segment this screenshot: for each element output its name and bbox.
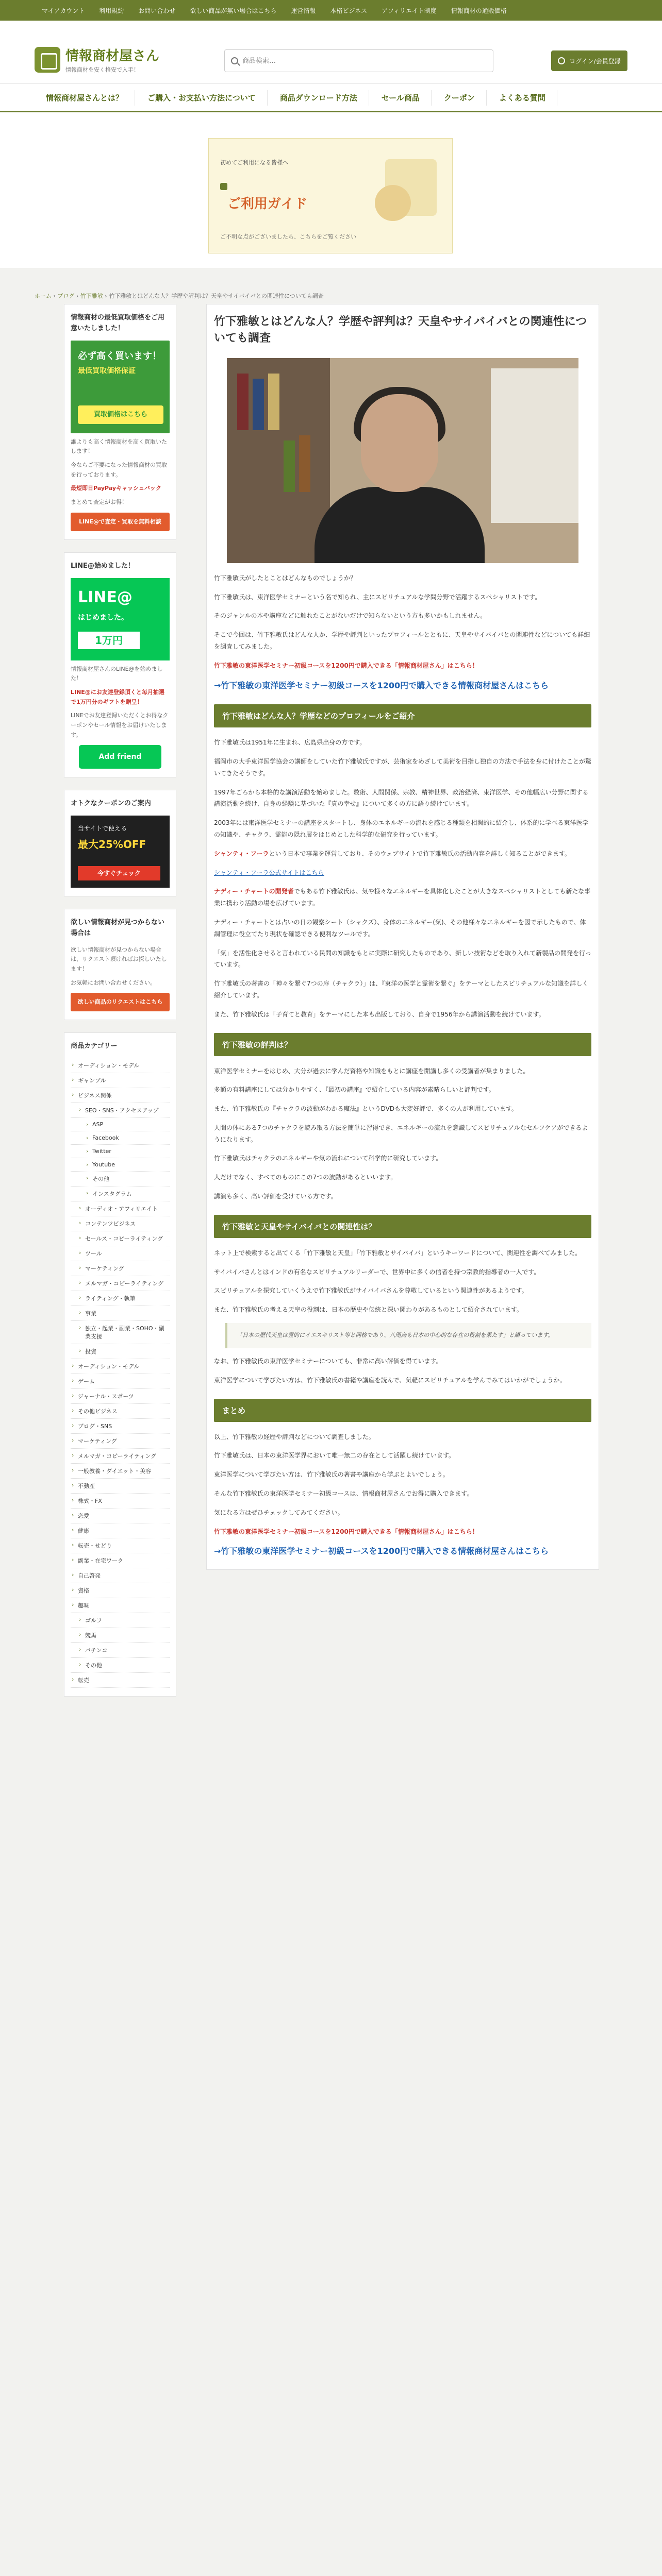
category-item[interactable]: › その他: [71, 1172, 170, 1187]
breadcrumb: ホーム › ブログ › 竹下雅敏 › 竹下雅敏とはどんな人？学歴や評判は？天皇やサイバイバとの関連性についても調査: [35, 293, 324, 299]
coupon-ad-button: 今すぐチェック: [78, 866, 160, 880]
summary-purchase-link[interactable]: 竹下雅敏の東洋医学セミナー初級コースを1200円で購入できる「情報商材屋さん」はこちら！: [214, 1528, 478, 1535]
gnav-sale[interactable]: セール商品: [370, 90, 432, 106]
guide-check-icon: [220, 183, 227, 190]
breadcrumb-current: 竹下雅敏とはどんな人？学歴や評判は？天皇やサイバイバとの関連性についても調査: [109, 293, 324, 299]
profile-p9: 竹下雅敏氏の著書の「神々を繋ぐ7つの扉（チャクラ）」は、『東洋の医学と霊術を繋ぐ』をテーマとしたスピリチュアルな知識を詳しく紹介しています。: [214, 980, 589, 999]
guide-banner-bottom: ご不明な点がございましたら、こちらをご覧ください: [220, 233, 356, 240]
topbar-link-business[interactable]: 本格ビジネス: [330, 7, 367, 14]
topbar-link-request[interactable]: 欲しい商品が無い場合はこちら: [190, 7, 277, 14]
line-widget: [64, 552, 176, 778]
rep-p6: 人だけでなく、すべてのものにこの7つの波動があるといいます。: [214, 1174, 397, 1181]
category-item[interactable]: › 転売: [71, 1673, 170, 1688]
top-utility-bar: [0, 0, 662, 21]
breadcrumb-category[interactable]: 竹下雅敏: [80, 293, 103, 299]
line-widget-title: LINE@始めました！: [71, 562, 135, 570]
buyback-ad-button: 買取価格はこちら: [78, 405, 163, 424]
category-item[interactable]: › 競馬: [71, 1628, 170, 1643]
summary-p4: そんな竹下雅敏氏の東洋医学セミナー初級コースは、情報商材屋さんでお得に購入できます。: [214, 1489, 473, 1497]
search-input[interactable]: [242, 57, 479, 65]
logo-mark-icon: [35, 47, 60, 73]
coupon-widget: [64, 790, 176, 896]
profile-p5: という日本で事業を運営しており、そのウェブサイトで竹下雅敏氏の活動内容を詳しく知ることができます。: [269, 850, 571, 857]
category-item[interactable]: › メルマガ・コピーライティング: [71, 1449, 170, 1464]
user-icon: [558, 57, 565, 64]
category-item[interactable]: › 株式・FX: [71, 1494, 170, 1509]
logo-title: 情報商材屋さん: [65, 48, 160, 64]
category-item[interactable]: › 一般教養・ダイエット・美容: [71, 1464, 170, 1479]
rep-p3: また、竹下雅敏氏の『チャクラの波動がわかる魔法』というDVDも大変好評で、多くの人が利用しています。: [214, 1105, 518, 1113]
gnav-payment[interactable]: ご購入・お支払い方法について: [136, 90, 268, 106]
rep-p7: 講演も多く、高い評価を受けている方です。: [214, 1193, 337, 1200]
category-item[interactable]: › セールス・コピーライティング: [71, 1231, 170, 1246]
line-text1: 情報商材屋さんのLINE@を始めました！: [71, 665, 163, 682]
summary-p2: 竹下雅敏氏は、日本の東洋医学界において唯一無二の存在として活躍し続けています。: [214, 1452, 455, 1460]
gnav-download[interactable]: 商品ダウンロード方法: [269, 90, 369, 106]
profile-p7: ナディー・チャートとは占いの日の観察シート（シャクズ）、身体のエネルギー(気)、その他様々なエネルギーを図で示したもので、体調管理に役立てたり現状を確認できる便利なツールです。: [214, 918, 586, 938]
category-item[interactable]: › 事業: [71, 1306, 170, 1321]
category-item[interactable]: › ゲーム: [71, 1374, 170, 1389]
category-item[interactable]: › 恋愛: [71, 1509, 170, 1523]
profile-p4: 2003年には東洋医学セミナーの講座をスタートし、身体のエネルギーの流れを感じる種類を相関的に紹介し、体系的に学べる東洋医学の知識や、チャクラ、霊能の隠れ層をはじめとした科学的な研究を行っています。: [214, 819, 589, 838]
category-item[interactable]: › ジャーナル・スポーツ: [71, 1389, 170, 1404]
article-hero-image: [227, 358, 578, 563]
category-item[interactable]: › 自己啓発: [71, 1568, 170, 1583]
line-ad-banner[interactable]: [71, 578, 170, 660]
banner-area: [0, 112, 662, 268]
category-item[interactable]: › Facebook: [71, 1131, 170, 1145]
intro-purchase-link[interactable]: 竹下雅敏の東洋医学セミナー初級コースを1200円で購入できる「情報商材屋さん」はこちら！: [214, 662, 478, 669]
buyback-text3: 最短即日PayPayキャッシュバック: [71, 485, 161, 492]
gnav-faq[interactable]: よくある質問: [488, 90, 557, 106]
search-box: [224, 49, 493, 72]
category-item[interactable]: › 健康: [71, 1523, 170, 1538]
guide-banner-title: ご利用ガイド: [227, 196, 308, 212]
category-item[interactable]: › インスタグラム: [71, 1187, 170, 1201]
category-item[interactable]: › マーケティング: [71, 1261, 170, 1276]
category-widget: [64, 1032, 176, 1697]
relation-p4: また、竹下雅敏氏の考える天皇の役割は、日本の歴史や伝統と深い関わりがあるものとして紹介されています。: [214, 1306, 523, 1314]
category-item[interactable]: › オーディション・モデル: [71, 1058, 170, 1073]
heading-reputation: 竹下雅敏の評判は？: [214, 1033, 591, 1056]
gnav-about[interactable]: 情報商材屋さんとは？: [35, 90, 135, 106]
buyback-ad-banner[interactable]: [71, 341, 170, 433]
profile-p10: また、竹下雅敏氏は「子育てと教育」をテーマにした本も出版しており、自身で1956年から講演活動を続けています。: [214, 1010, 545, 1018]
category-item[interactable]: › 投資: [71, 1344, 170, 1359]
category-item[interactable]: › ツール: [71, 1246, 170, 1261]
intro-p3: そのジャンルの本や講座などに触れたことがないだけで知らないという方も多いかもしれません。: [214, 612, 487, 620]
profile-p2: 福岡市の大手東洋医学協会の講師をしていた竹下雅敏氏ですが、芸術家をめざして美術を目指し独自の方法で手法を身に付けたことが驚いてきたそうです。: [214, 757, 592, 777]
request-text1: 欲しい情報商材が見つからない場合は、リクエスト頂ければお探しいたします！: [71, 946, 167, 973]
site-logo[interactable]: [35, 45, 159, 74]
category-item[interactable]: › 転売・せどり: [71, 1538, 170, 1553]
category-item[interactable]: › メルマガ・コピーライティング: [71, 1276, 170, 1291]
logo-subtitle: 情報商材を安く格安で入手！: [65, 66, 139, 73]
guide-decoration-circle: [375, 185, 411, 221]
buyback-line-button[interactable]: LINE@で査定・買取を無料相談: [71, 513, 170, 531]
summary-p1: 以上、竹下雅敏の経歴や評判などについて調査しました。: [214, 1433, 375, 1440]
category-item[interactable]: › マーケティング: [71, 1434, 170, 1449]
category-item[interactable]: › その他ビジネス: [71, 1404, 170, 1419]
category-item[interactable]: › SEO・SNS・アクセスアップ: [71, 1103, 170, 1118]
article-title: 竹下雅敏とはどんな人？学歴や評判は？天皇やサイバイバとの関連性についても調査: [214, 315, 587, 345]
category-item[interactable]: › 不動産: [71, 1479, 170, 1494]
quote-block: 「日本の歴代天皇は霊的にイエスキリスト等と同格であり、八咫烏も日本の中心的な存在の役割を果たす」と語っています。: [225, 1323, 591, 1348]
guide-banner-top: 初めてご利用になる皆様へ: [220, 159, 288, 166]
rep-p4: 人間の体にある7つのチャクラを読み取る方法を簡単に習得でき、エネルギーの流れを意識してスピリチュアルなセルフケアができるようになります。: [214, 1124, 588, 1143]
coupon-widget-title: オトクなクーポンのご案内: [71, 800, 151, 808]
login-label: ログイン/会員登録: [569, 57, 621, 65]
line-text3: LINEでお友達登録いただくとお得なクーポンやセール情報をお届けいたします。: [71, 712, 169, 738]
category-list: [71, 1058, 170, 1688]
cta-purchase-link-bottom[interactable]: →竹下雅敏の東洋医学セミナー初級コースを1200円で購入できる情報商材屋さんはこちら: [214, 1546, 549, 1556]
topbar-link-price[interactable]: 情報商材の通販価格: [451, 7, 507, 14]
category-item[interactable]: › 趣味: [71, 1598, 170, 1613]
intro-p4: そこで今回は、竹下雅敏氏はどんな人か、学歴や評判といったプロフィールとともに、天皇やサイバイバとの関連性などについても詳細を調査してみました。: [214, 631, 590, 650]
category-item[interactable]: › コンテンツビジネス: [71, 1216, 170, 1231]
category-item[interactable]: › 資格: [71, 1583, 170, 1598]
category-item[interactable]: › 副業・在宅ワーク: [71, 1553, 170, 1568]
cta-purchase-link[interactable]: →竹下雅敏の東洋医学セミナー初級コースを1200円で購入できる情報商材屋さんはこちら: [214, 680, 549, 690]
rep-p5: 竹下雅敏氏はチャクラのエネルギーや気の流れについて科学的に研究しています。: [214, 1155, 442, 1162]
rep-p1: 東洋医学セミナーをはじめ、大分が過去に学んだ資格や知識をもとに講座を開講し多くの受講者が集まりました。: [214, 1067, 529, 1075]
category-item[interactable]: › 独立・起業・副業・SOHO・副業支援: [71, 1321, 170, 1344]
category-item[interactable]: › ゴルフ: [71, 1613, 170, 1628]
request-widget-title: 欲しい情報商材が見つからない場合は: [71, 919, 165, 937]
category-item[interactable]: › オーディション・モデル: [71, 1359, 170, 1374]
gnav-coupon[interactable]: クーポン: [433, 90, 487, 106]
shanti-phula-official-link[interactable]: シャンティ・フーラ公式サイトはこちら: [214, 869, 324, 876]
relation-tail1: なお、竹下雅敏氏の東洋医学セミナーについても、非常に高い評価を得ています。: [214, 1357, 442, 1365]
topbar-link-affiliate[interactable]: アフィリエイト制度: [381, 7, 437, 14]
category-item[interactable]: › オーディオ・アフィリエイト: [71, 1201, 170, 1216]
nadi-chart-link[interactable]: ナディー・チャートの開発者: [214, 888, 294, 895]
breadcrumb-blog[interactable]: ブログ: [57, 293, 75, 299]
buyback-text1: 誰よりも高く情報商材を高く買取いたします！: [71, 438, 167, 455]
global-nav: [0, 83, 662, 112]
sidebar: [64, 304, 176, 1709]
relation-p2: サイバイバさんとはインドの有名なスピリチュアルリーダーで、世界中に多くの信者を持つ宗教的指導者の一人です。: [214, 1268, 540, 1276]
line-ad-text3: 1万円: [78, 632, 140, 649]
buyback-ad-text1: 必ず高く買います！: [78, 350, 161, 362]
topbar-link-contact[interactable]: お問い合わせ: [138, 7, 176, 14]
buyback-widget: [64, 304, 176, 540]
summary-p5: 気になる方はぜひチェックしてみてください。: [214, 1509, 344, 1516]
line-text2: LINE@にお友達登録頂くと毎月抽選で1万円分のギフトを贈呈！: [71, 688, 164, 705]
category-item[interactable]: › ASP: [71, 1118, 170, 1131]
breadcrumb-home[interactable]: ホーム: [35, 293, 52, 299]
profile-p6: でもある竹下雅敏氏は、気や様々なエネルギーを具体化したことが大きなスペシャリストとしても新たな事業に携わり活動の場を広げています。: [214, 888, 591, 907]
category-item[interactable]: › パチンコ: [71, 1643, 170, 1658]
intro-p2: 竹下雅敏氏は、東洋医学セミナーという名で知られ、主にスピリチュアルな学問分野で活躍するスペシャリストです。: [214, 593, 541, 601]
relation-p3: スピリチュアルを探究していくうえで竹下雅敏氏がサイバイバさんを尊敬しているという関連性があるようです。: [214, 1287, 528, 1295]
profile-p8: 「気」を活性化させると言われている民間の知識をもとに実際に研究したものであり、新しい技術などを取り入れて新製品の開発を行っています。: [214, 949, 592, 969]
profile-p3: 1997年ごろから本格的な講演活動を始めました。数術、人間関係、宗教、精神世界、政治経済、東洋医学、その他幅広い分野に関する講演活動を続け、自身の経験に基づいた『真の幸せ』について多くの方に語り続けています。: [214, 788, 589, 808]
request-button[interactable]: 欲しい商品のリクエストはこちら: [71, 993, 170, 1011]
line-ad-text1: LINE@: [78, 588, 133, 606]
topbar-link-account[interactable]: マイアカウント: [42, 7, 85, 14]
buyback-ad-text2: 最低買取価格保証: [78, 366, 136, 375]
category-item[interactable]: › Youtube: [71, 1158, 170, 1172]
coupon-ad-text2: 最大25%OFF: [78, 838, 146, 851]
summary-p3: 東洋医学について学びたい方は、竹下雅敏氏の著書や講座から学ぶとよいでしょう。: [214, 1471, 449, 1479]
relation-p1: ネット上で検索すると出てくる「竹下雅敏と天皇」「竹下雅敏とサイバイバ」というキーワードについて、関連性を調べてみました。: [214, 1249, 582, 1257]
login-button[interactable]: [551, 50, 627, 71]
buyback-widget-title: 情報商材の最低買取価格をご用意いたしました！: [71, 314, 165, 332]
category-item[interactable]: › ブログ・SNS: [71, 1419, 170, 1434]
topbar-link-operator[interactable]: 運営情報: [291, 7, 316, 14]
article-main: [206, 304, 599, 1570]
rep-p2: 多額の有料講座にしては分かりやすく、『最初の講座』で紹介している内容が素晴らしいと評判です。: [214, 1086, 495, 1094]
user-guide-banner[interactable]: [208, 138, 453, 253]
relation-tail2: 東洋医学について学びたい方は、竹下雅敏氏の書籍や講座を読んで、気軽にスピリチュアルを学んでみてはいかがでしょうか。: [214, 1376, 566, 1384]
heading-summary: まとめ: [214, 1399, 591, 1422]
category-item[interactable]: › ライティング・執筆: [71, 1291, 170, 1306]
category-item[interactable]: › Twitter: [71, 1145, 170, 1158]
line-ad-text2: はじめました。: [78, 613, 128, 622]
search-icon: [231, 57, 238, 64]
category-item[interactable]: › ビジネス関係: [71, 1088, 170, 1103]
coupon-ad-banner[interactable]: [71, 816, 170, 888]
topbar-link-terms[interactable]: 利用規約: [99, 7, 124, 14]
request-text2: お気軽にお問い合わせください。: [71, 979, 156, 986]
intro-p1: 竹下雅敏氏がしたとことはどんなものでしょうか？: [214, 574, 357, 582]
request-widget: [64, 909, 176, 1020]
profile-p1: 竹下雅敏氏は1951年に生まれ、広島県出身の方です。: [214, 739, 366, 747]
shanti-phula-link[interactable]: シャンティ・フーラ: [214, 850, 269, 857]
buyback-text4: まとめて査定がお得！: [71, 499, 127, 506]
coupon-ad-text1: 当サイトで使える: [78, 825, 127, 833]
buyback-text2: 今ならご不要になった情報商材の買取を行っております。: [71, 461, 167, 478]
category-item[interactable]: › その他: [71, 1658, 170, 1673]
site-header: [0, 21, 662, 83]
line-add-friend-button[interactable]: Add friend: [79, 745, 161, 769]
heading-relation: 竹下雅敏と天皇やサイバイバとの関連性は？: [214, 1215, 591, 1238]
heading-profile: 竹下雅敏はどんな人？学歴などのプロフィールをご紹介: [214, 704, 591, 727]
category-widget-title: 商品カテゴリー: [71, 1042, 118, 1050]
category-item[interactable]: › ギャンブル: [71, 1073, 170, 1088]
